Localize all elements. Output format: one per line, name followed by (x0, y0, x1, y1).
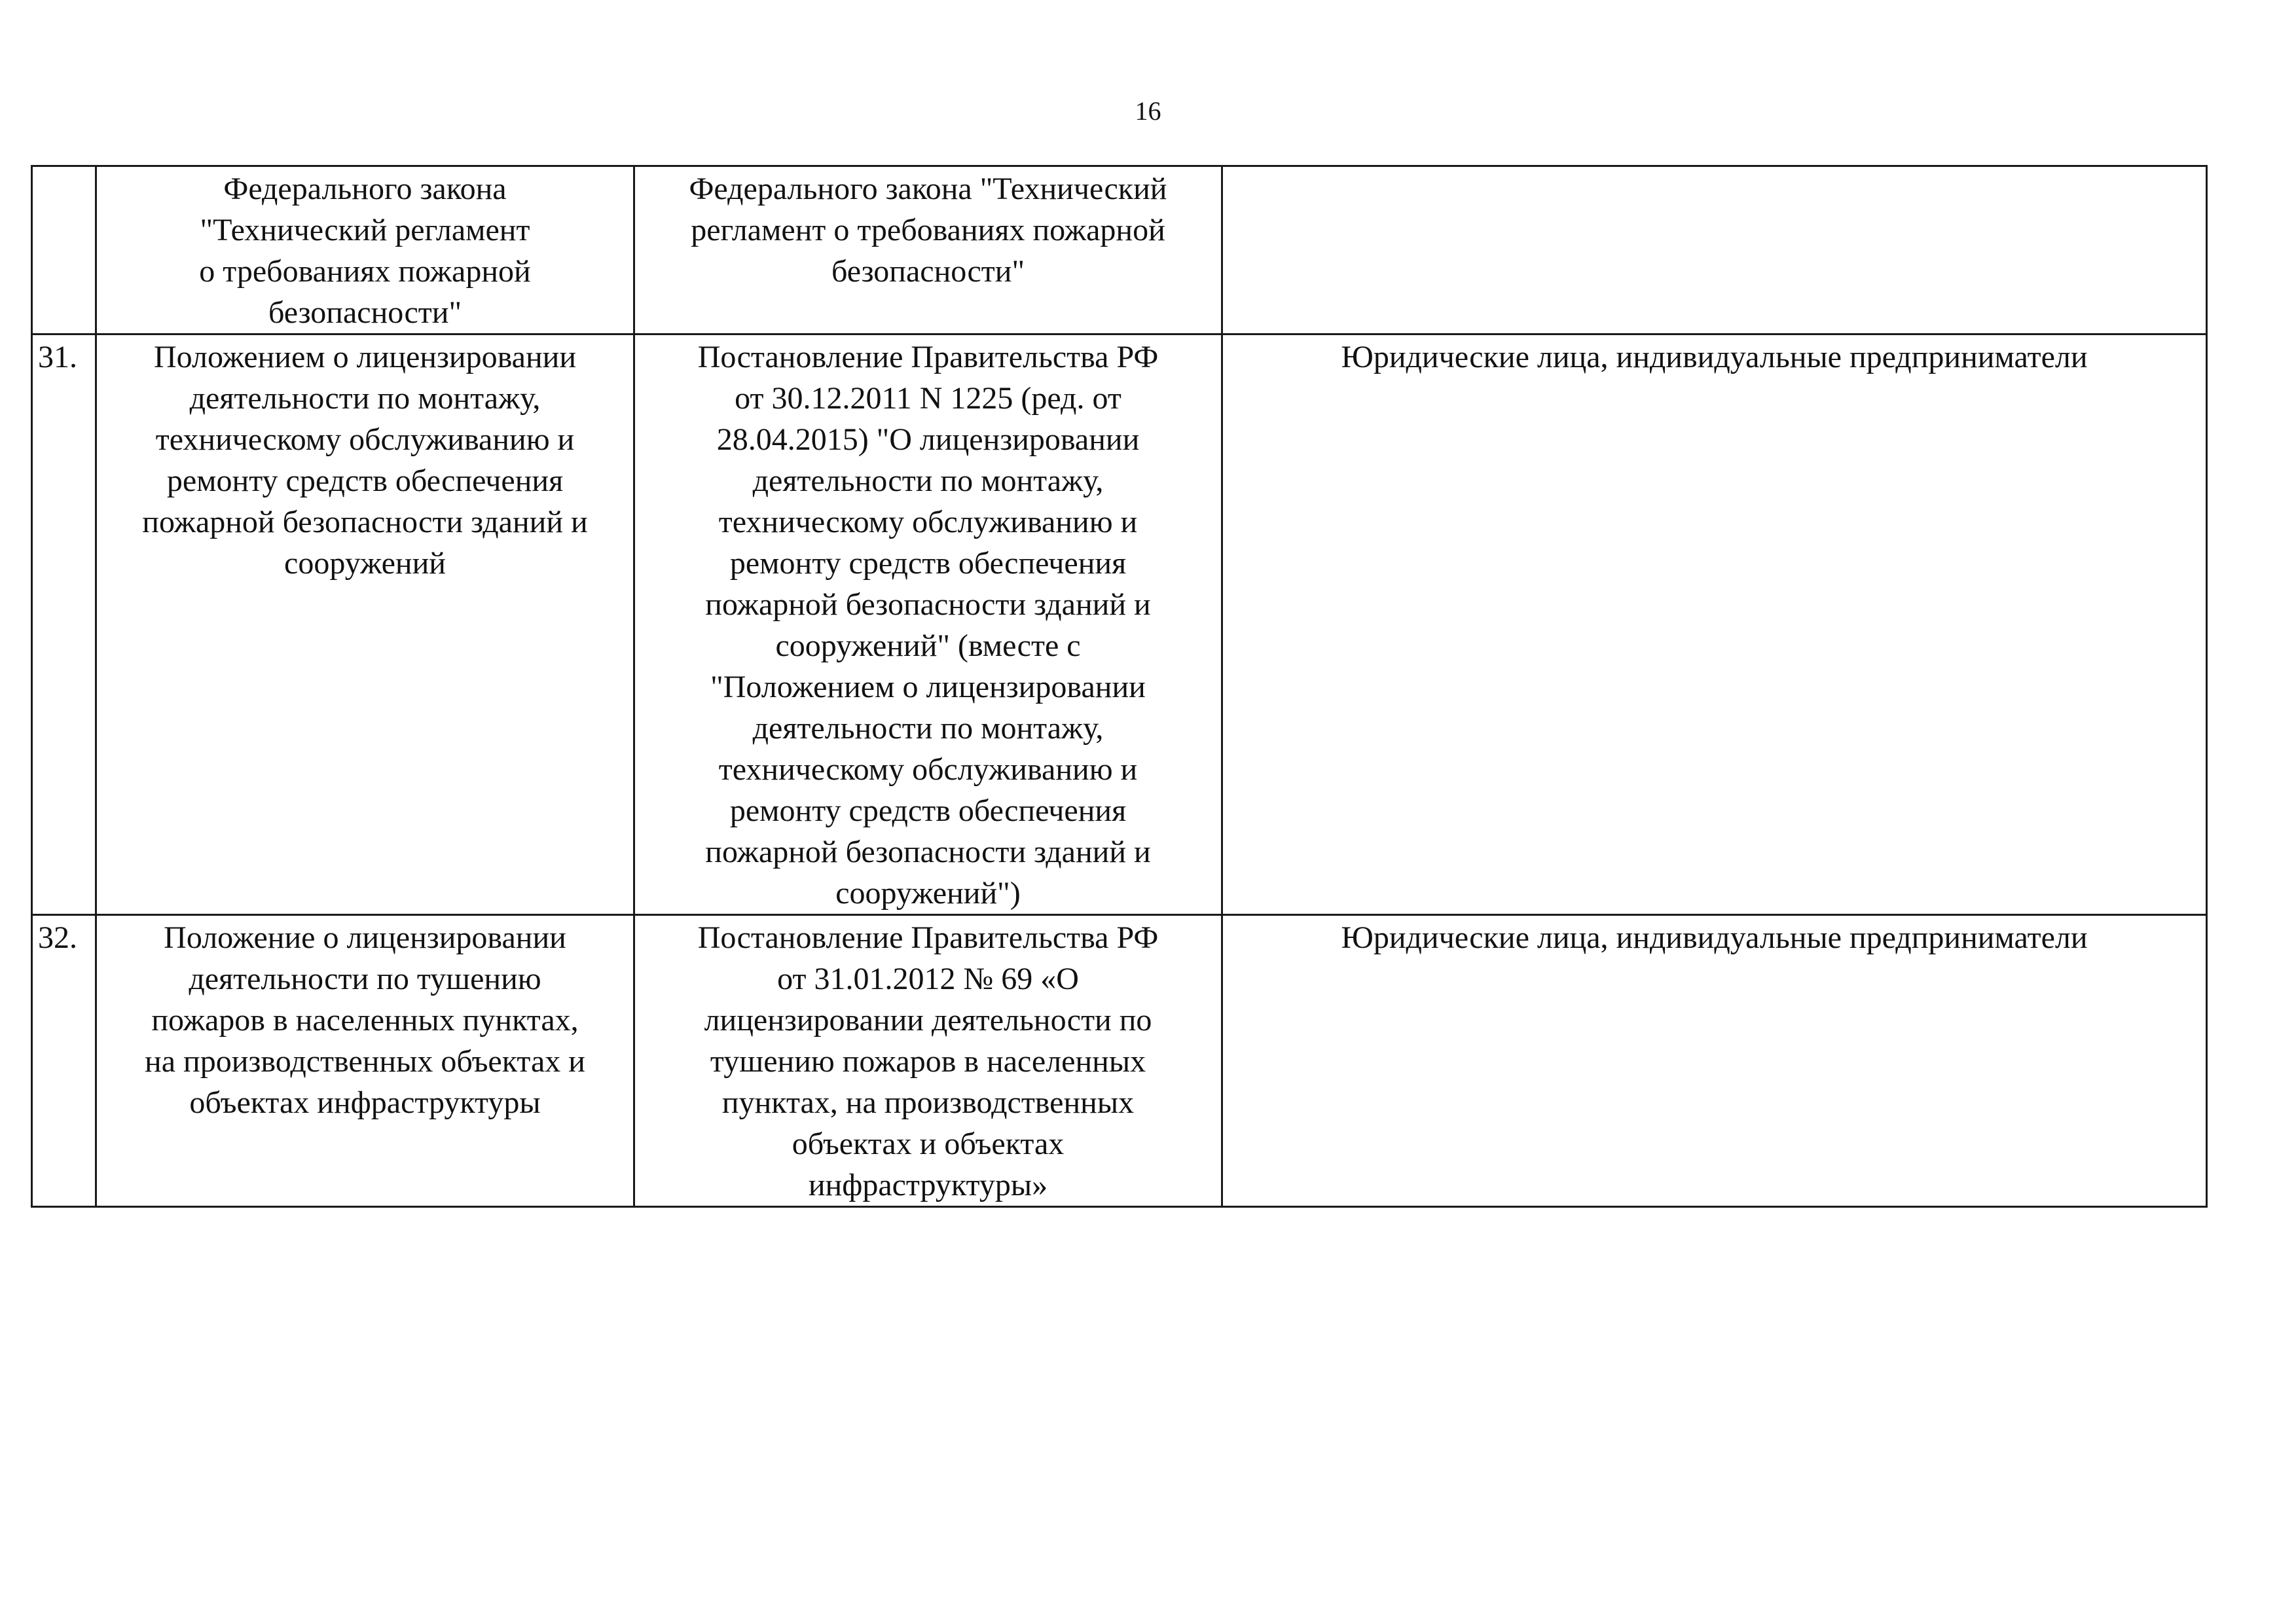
table-row (32, 915, 2207, 1207)
row-number-cell (32, 166, 96, 334)
subjects-cell: Юридические лица, индивидуальные предприниматели (1222, 334, 2207, 915)
table-row (32, 334, 2207, 915)
requirement-name-cell: Федерального закона "Технический регламент о требованиях пожарной безопасности" (96, 166, 634, 334)
legal-act-cell: Постановление Правительства РФ от 30.12.2011 N 1225 (ред. от 28.04.2015) "О лицензировании деятельности по монтажу, техническому обслуживанию и ремонту средств обеспечения пожарной безопасности зданий и сооружений" (вместе с "Положением о лицензировании деятельности по монтажу, техническому обслуживанию и ремонту средств обеспечения пожарной безопасности зданий и сооружений") (634, 334, 1222, 915)
requirement-name-cell: Положение о лицензировании деятельности по тушению пожаров в населенных пунктах, на производственных объектах и объектах инфраструктуры (96, 915, 634, 1207)
subjects-cell (1222, 166, 2207, 334)
requirement-name-cell: Положением о лицензировании деятельности по монтажу, техническому обслуживанию и ремонту средств обеспечения пожарной безопасности зданий и сооружений (96, 334, 634, 915)
table-row (32, 166, 2207, 334)
row-number-cell: 31. (32, 334, 96, 915)
subjects-cell: Юридические лица, индивидуальные предприниматели (1222, 915, 2207, 1207)
row-number-cell: 32. (32, 915, 96, 1207)
legal-acts-table (31, 165, 2208, 1208)
legal-act-cell: Федерального закона "Технический регламент о требованиях пожарной безопасности" (634, 166, 1222, 334)
page-number: 16 (1135, 96, 1161, 126)
legal-act-cell: Постановление Правительства РФ от 31.01.2012 № 69 «О лицензировании деятельности по тушению пожаров в населенных пунктах, на производственных объектах и объектах инфраструктуры» (634, 915, 1222, 1207)
